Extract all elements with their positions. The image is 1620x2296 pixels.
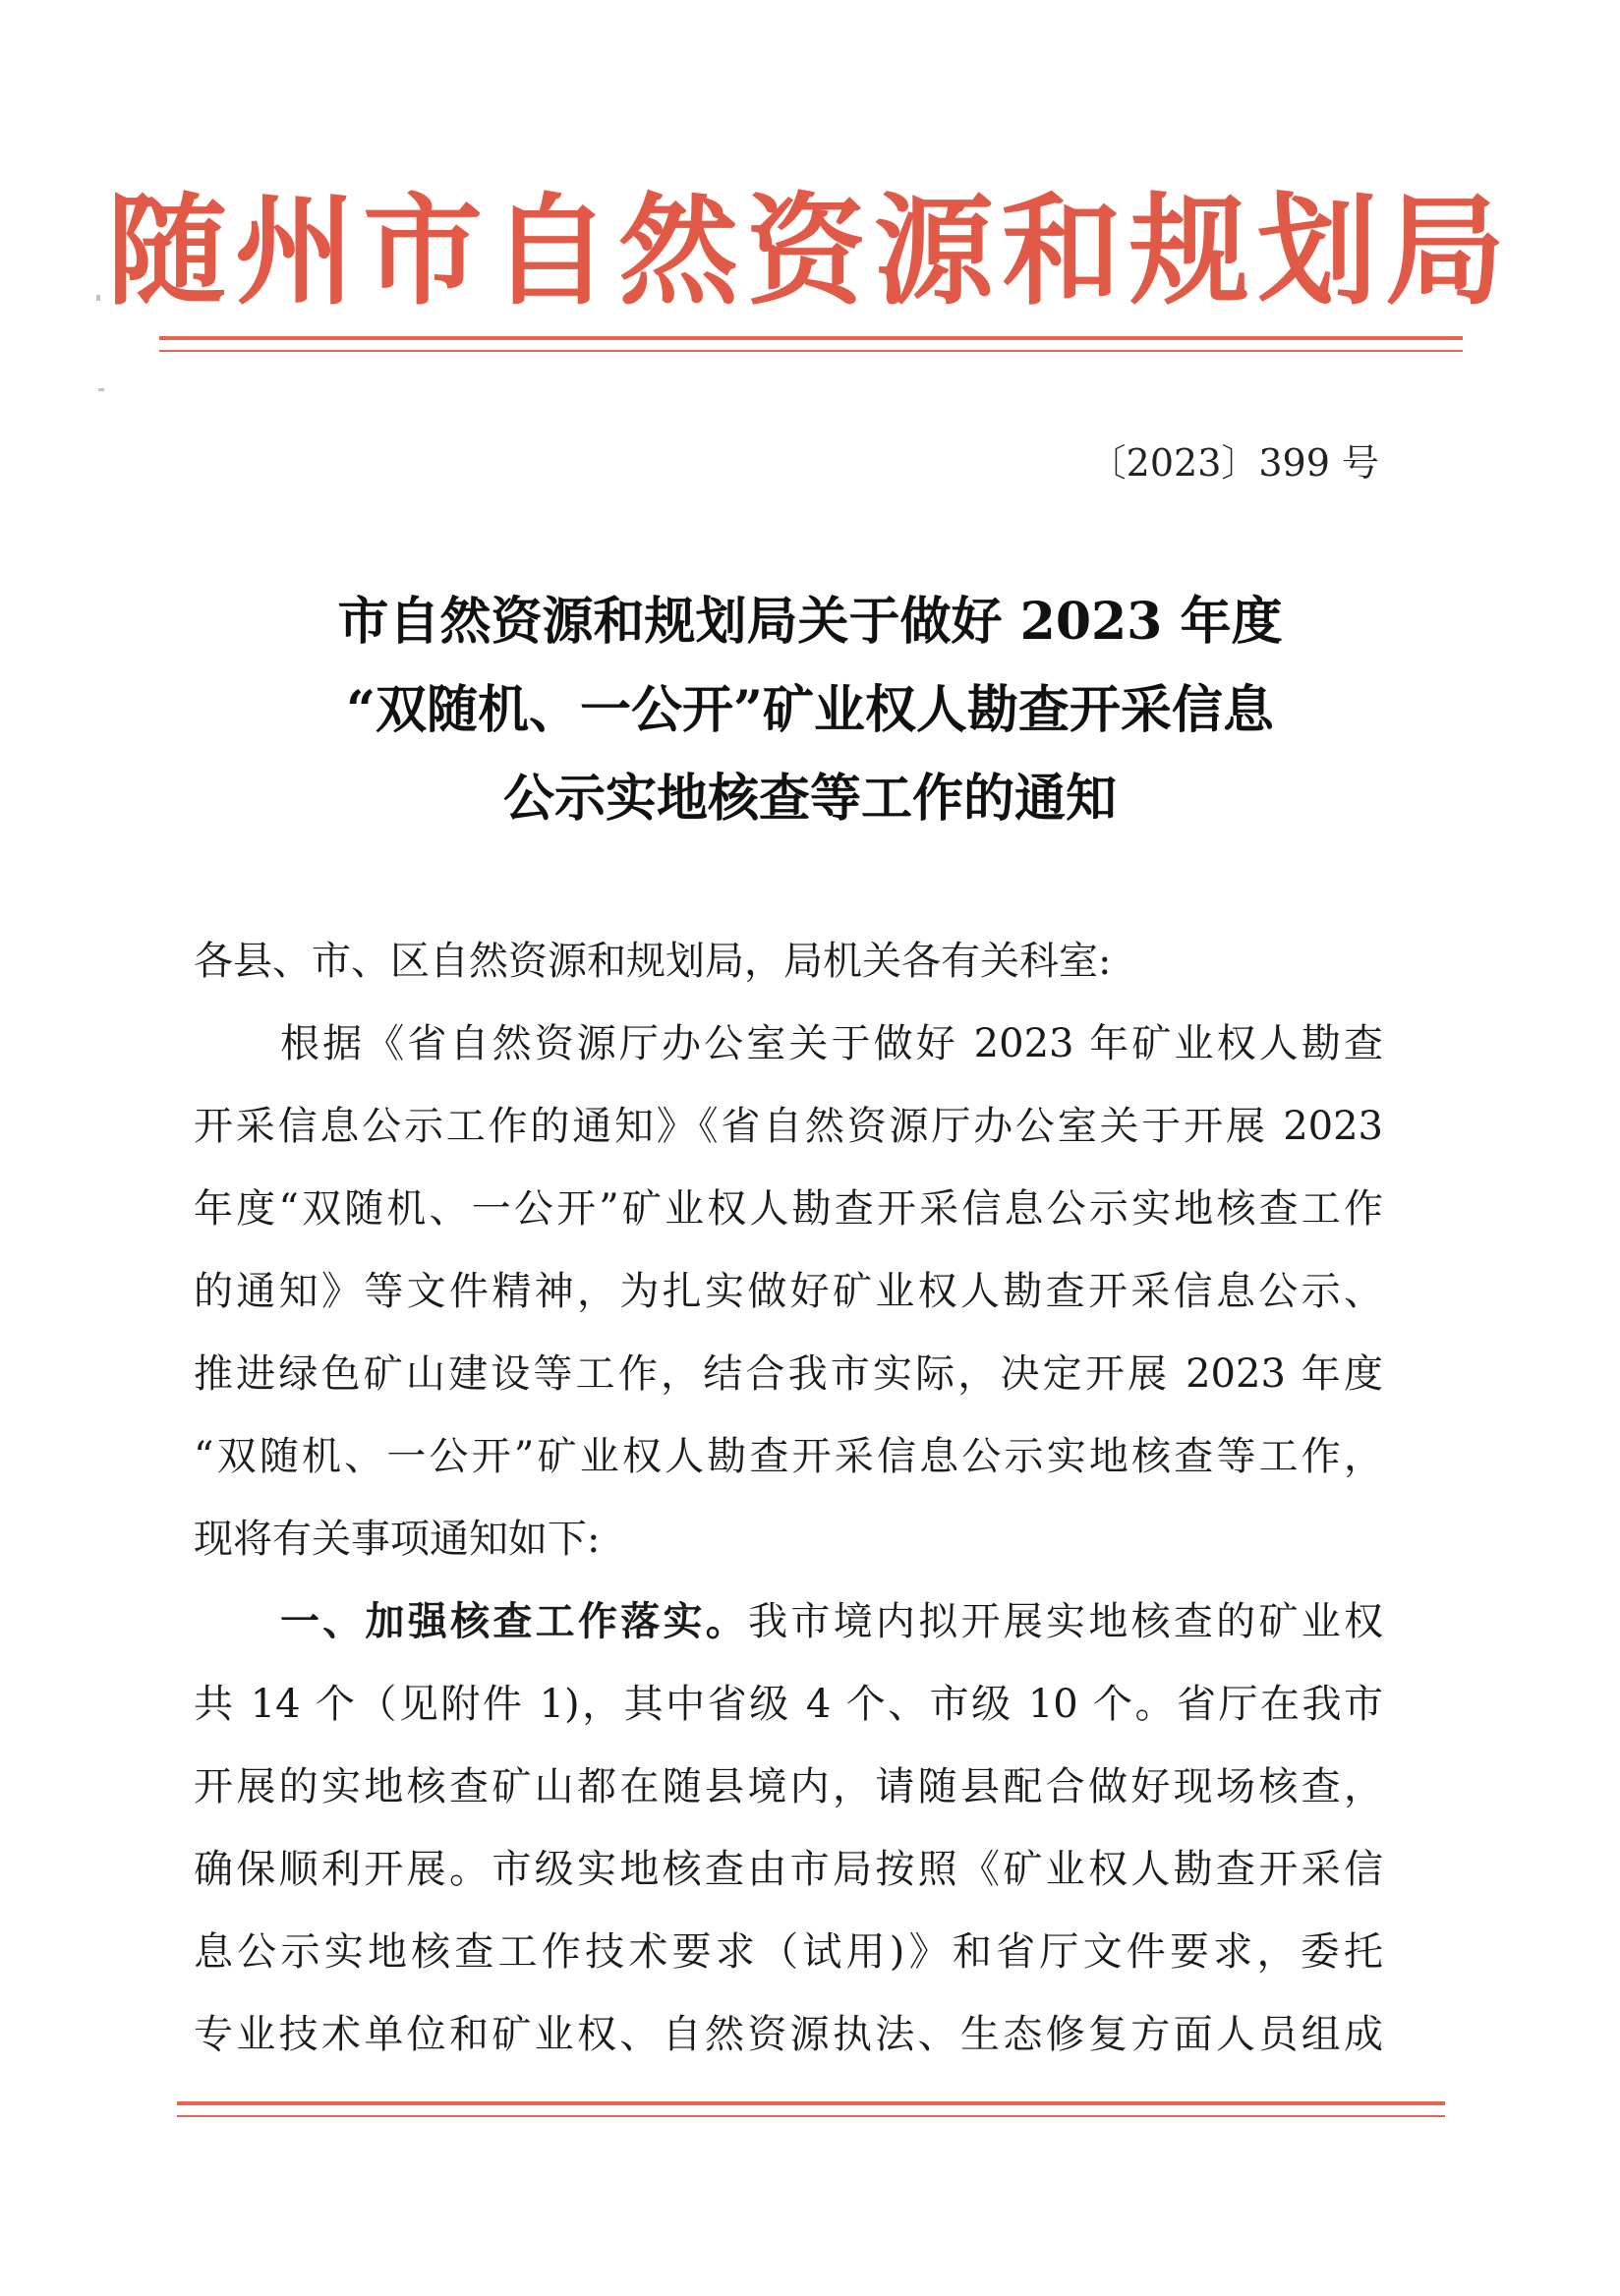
title-line-2: “双随机、一公开”矿业权人勘查开采信息 <box>346 680 1274 740</box>
addressee-line: 各县、市、区自然资源和规划局，局机关各有关科室: <box>194 939 1112 984</box>
paragraph-line: 开采信息公示工作的通知》《省自然资源厅办公室关于开展 2023 <box>194 1104 1383 1149</box>
footer-divider-thick <box>177 2101 1445 2105</box>
issuing-authority-masthead: 随州市自然资源和规划局 <box>107 180 1513 321</box>
footer-divider-thin <box>177 2115 1445 2117</box>
paragraph-line: 息公示实地核查工作技术要求（试用)》和省厅文件要求，委托 <box>194 1929 1383 1975</box>
paragraph-line: 专业技术单位和矿业权、自然资源执法、生态修复方面人员组成 <box>194 2012 1383 2057</box>
paragraph-line: 现将有关事项通知如下: <box>194 1517 601 1562</box>
paragraph-line: “双随机、一公开”矿业权人勘查开采信息公示实地核查等工作， <box>194 1434 1383 1479</box>
masthead-divider-thick <box>159 336 1463 340</box>
paragraph-line: 年度“双随机、一公开”矿业权人勘查开采信息公示实地核查工作 <box>194 1186 1383 1232</box>
paragraph-line: 开展的实地核查矿山都在随县境内，请随县配合做好现场核查， <box>194 1764 1383 1809</box>
paragraph-line: 的通知》等文件精神，为扎实做好矿业权人勘查开采信息公示、 <box>194 1269 1383 1314</box>
title-line-3: 公示实地核查等工作的通知 <box>502 769 1117 829</box>
document-number: 〔2023〕399 号 <box>1088 441 1379 485</box>
paragraph-line: 确保顺利开展。市级实地核查由市局按照《矿业权人勘查开采信 <box>194 1847 1383 1892</box>
paragraph-line: 根据《省自然资源厅办公室关于做好 2023 年矿业权人勘查 <box>280 1021 1383 1066</box>
title-line-1: 市自然资源和规划局关于做好 2023 年度 <box>337 592 1283 652</box>
paragraph-line: 推进绿色矿山建设等工作，结合我市实际，决定开展 2023 年度 <box>194 1351 1383 1397</box>
section-1-first-line <box>194 1580 1383 1663</box>
section-1-heading: 一、加强核查工作落实。 <box>280 1599 749 1644</box>
document-title <box>0 578 1620 843</box>
scan-speck <box>98 388 104 391</box>
paragraph-line: 共 14 个（见附件 1)，其中省级 4 个、市级 10 个。省厅在我市 <box>194 1682 1383 1727</box>
document-body <box>194 920 1383 2076</box>
section-1-first-text: 我市境内拟开展实地核查的矿业权 <box>748 1599 1384 1644</box>
scan-speck <box>96 295 100 301</box>
masthead-divider-thin <box>159 350 1463 352</box>
